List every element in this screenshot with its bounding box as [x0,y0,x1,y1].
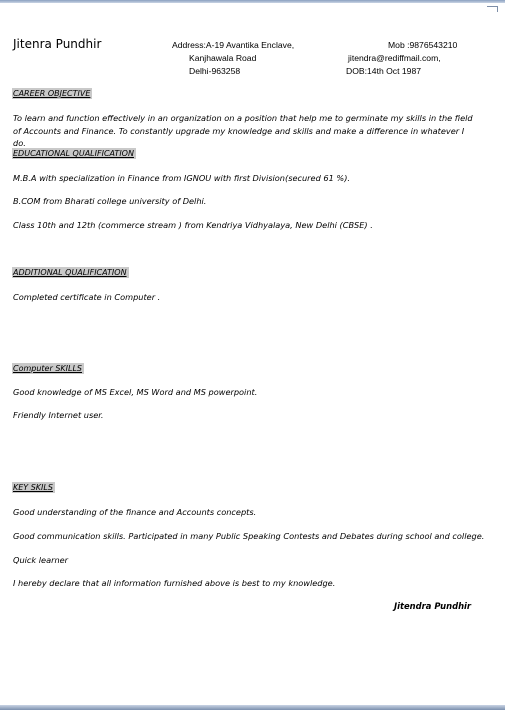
page-bottom-border [0,705,505,710]
additional-item: Completed certificate in Computer . [13,292,161,302]
key-skill-item: Good understanding of the finance and Accounts concepts. [13,507,257,517]
mobile-number: Mob :9876543210 [388,40,458,50]
section-heading-education: EDUCATIONAL QUALIFICATION [13,149,134,158]
address-line-2: Kanjhawala Road [189,53,257,63]
computer-skill-item: Good knowledge of MS Excel, MS Word and MS powerpoint. [13,387,258,397]
education-item: Class 10th and 12th (commerce stream ) from Kendriya Vidhyalaya, New Delhi (CBSE) . [13,220,373,230]
email-address: jitendra@rediffmail.com, [348,53,441,63]
computer-skill-item: Friendly Internet user. [13,410,104,420]
key-skill-item: Quick learner [13,555,69,565]
section-heading-key-skills: KEY SKILS [13,483,53,492]
key-skill-item: Good communication skills. Participated in many Public Speaking Contests and Debates during school and college. [13,531,485,541]
section-heading-career-objective: CAREER OBJECTIVE [13,89,91,98]
declaration-text: I hereby declare that all information furnished above is best to my knowledge. [13,578,336,588]
date-of-birth: DOB:14th Oct 1987 [346,66,421,76]
career-objective-text: To learn and function effectively in an organization on a position that help me to germinate my skills in the field of Accounts and Finance. To constantly upgrade my knowledge and skills and make a difference in whatever I do. [13,113,473,148]
page-corner-mark [487,6,498,12]
section-heading-additional: ADDITIONAL QUALIFICATION [13,268,127,277]
education-item: B.COM from Bharati college university of Delhi. [13,196,207,206]
address-line-1: Address:A-19 Avantika Enclave, [172,40,295,50]
candidate-name: Jitenra Pundhir [13,37,102,51]
section-heading-computer-skills: Computer SKILLS [13,364,82,373]
education-item: M.B.A with specialization in Finance from IGNOU with first Division(secured 61 %). [13,173,350,183]
page-top-border [0,0,505,3]
address-line-3: Delhi-963258 [189,66,241,76]
signature-name: Jitendra Pundhir [394,601,472,611]
